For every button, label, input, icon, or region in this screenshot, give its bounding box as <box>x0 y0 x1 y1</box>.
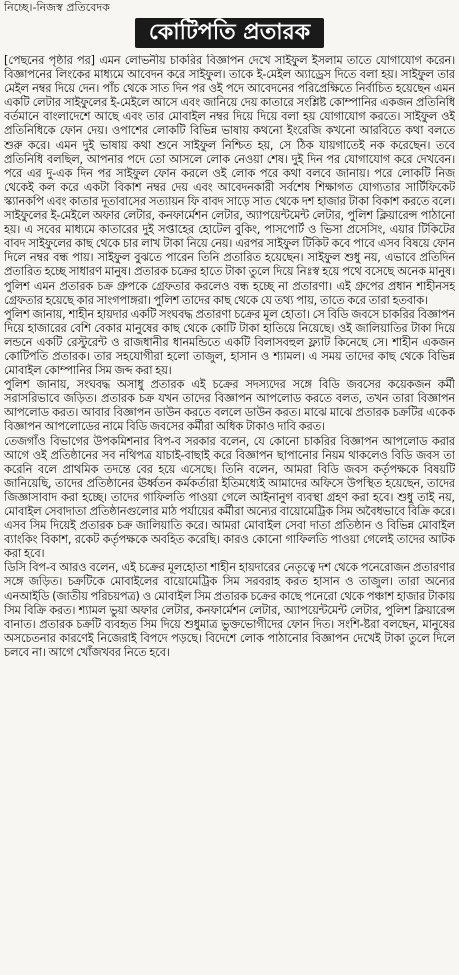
article-headline: কোটিপতি প্রতারক <box>135 18 324 48</box>
article-body <box>4 54 455 972</box>
headline-banner <box>4 18 455 50</box>
article-paragraph <box>4 54 455 308</box>
article-paragraph: তেজগাঁও বিভাগের উপকমিশনার বিপ-ব সরকার বলেন, যে কোনো চাকরির বিজ্ঞাপন আপলোড করার আগে ওই প্রতিষ্ঠানের সব নথিপত্র যাচাই-বাছাই করে বিজ্ঞাপন ছাপানোর নিয়ম থাকলেও বিডি জবস তা করেনি বলে প্রাথমিক তদন্তে বের হয়ে এসেছে। তিনি বলেন, আমরা বিডি জবস কর্তৃপক্ষকে বিষয়টি জানিয়েছি, তাদের প্রতিষ্ঠানের ঊর্ধ্বতন কর্মকর্তারা ইতিমধ্যেই আমাদের অফিসে উপস্থিত হয়েছেন, তাদের জিজ্ঞাসাবাদ করা হচ্ছে। তাদের গাফিলতি পাওয়া গেলে আইনানুগ ব্যবস্থা গ্রহণ করা হবে। শুধু তাই নয়, মোবাইল সেবাদাতা প্রতিষ্ঠানগুলোর মাঠ পর্যায়ের কর্মীরা অন্যের বায়োমেট্রিক সিম অবৈধভাবে বিক্রি করে। এসব সিম দিয়েই প্রতারক চক্র জালিয়াতি করে। আমরা মোবাইল সেবা দাতা প্রতিষ্ঠান ও বিভিন্ন মোবাইল ব্যাংকিং বিকাশ, রকেট কর্তৃপক্ষকে অবহিত করেছি। কারও কোনো গাফিলতি পাওয়া গেলেই তাদের আটক করা হবে। <box>4 434 455 561</box>
article-paragraph: ডিসি বিপ-ব আরও বলেন, এই চক্রের মূলহোতা শাহীন হায়দারের নেতৃত্বে দশ থেকে পনেরোজন প্রতারণার সঙ্গে জড়িত। চক্রটিকে মোবাইলের বায়োমেট্রিক সিম সরবরাহ করত হাসান ও তাজুল। তারা অন্যের এনআইডি (জাতীয় পরিচয়পত্র) ও মোবাইল সিম প্রতারক চক্রের কাছে পনেরো থেকে পঞ্চাশ হাজার টাকায় সিম বিক্রি করত। শ্যামল ভুয়া অফার লেটার, কনফার্মেশন লেটার, অ্যাপয়েন্টমেন্ট লেটার, পুলিশ ক্লিয়ারেন্স বানাত। প্রতারক চক্রটি ব্যবহৃত সিম দিয়ে শুধুমাত্র ভুক্তভোগীদের ফোন দিত। সংশি-ষ্টরা বলছেন, মানুষের অসচেতনার কারণেই নিজেরাই বিপদে পড়ছে। বিদেশে লোক পাঠানোর বিজ্ঞাপন দেখেই টাকা তুলে দিলে চলবে না। আগে খোঁজখবর নিতে হবে। <box>4 561 455 659</box>
continued-tag: [পেছনের পৃষ্ঠার পর] <box>4 54 95 67</box>
article-paragraph: পুলিশ জানায়, শাহীন হায়দার একটি সংঘবদ্ধ প্রতারণা চক্রের মূল হোতা। সে বিডি জবসে চাকরির বিজ্ঞাপন দিয়ে হাজারের বেশি বেকার মানুষের কাছ থেকে কোটি টাকা হাতিয়ে নিয়েছে। ওই জালিয়াতির টাকা দিয়ে লন্ডনে একটি রেস্টুরেন্ট ও রাজধানীর ধানমন্ডিতে একটি বিলাসবহুল ফ্ল্যাট কিনেছে সে। শাহীন একজন কোটিপতি প্রতারক। তার সহযোগীরা হলো তাজুল, হাসান ও শ্যামল। এ সময় তাদের কাছ থেকে বিভিন্ন মোবাইল কোম্পানির সিম জব্দ করা হয়। <box>4 307 455 378</box>
article-paragraph: পুলিশ জানায়, সংঘবদ্ধ অসাধু প্রতারক এই চক্রের সদস্যদের সঙ্গে বিডি জবসের কয়েকজন কর্মী সরাসরিভাবে জড়িত। প্রতারক চক্র যখন তাদের বিজ্ঞাপন আপলোড করতে বলত, তখন তারা বিজ্ঞাপন আপলোড করত। আবার বিজ্ঞাপন ডাউন করতে বললে ডাউন করত। মাঝে মাঝে প্রতারক চক্রটির একেক বিজ্ঞাপন আপলোডের নামে বিডি জবসের কর্মীরা অধিক টাকাও দাবি করত। <box>4 378 455 434</box>
previous-article-tail: নিচ্ছে।-নিজস্ব প্রতিবেদক <box>4 1 110 14</box>
paragraph-text: এমন লোভনীয় চাকরির বিজ্ঞাপন দেখে সাইফুল ইসলাম তাতে যোগাযোগ করেন। বিজ্ঞাপনের লিংকের মাধ্যমে আবেদন করে সাইফুল। তাকে ই-মেইল অ্যাড্রেস দিতে বলা হয়। সাইফুল তার মেইল নম্বর দিয়ে দেন। পাঁচ থেকে সাত দিন পর ওই পদে আবেদনের পরিপ্রেক্ষিতে নির্বাচিত হয়েছেন এমন একটি লেটার সাইফুলের ই-মেইলে আসে এবং জানিয়ে দেয় কাতারে সংশ্লিষ্ট কোম্পানির একজন প্রতিনিধি বর্তমানে বাংলাদেশে আছে এবং তার মোবাইল নম্বর দিয়ে দিয়ে বলা হয় যোগাযোগ করতে। সাইফুল ওই প্রতিনিধিকে ফোন দেয়। ওপাশের লোকটি বিভিন্ন ভাষায় কথনো ইংরেজি কখনো আরবিতে কথা বলতে শুরু করে। এমন দুই ভাষায় কথা শুনে সাইফুল নিশ্চিত হয়, সে ঠিক যায়গাতেই নক করেছেন। তবে প্রতিনিধি বলছিল, আপনার পদে তো আসলে লোক নেওয়া শেষ। দুই দিন পর যোগাযোগ করে দেখবেন। পরে এর দু-এক দিন পর সাইফুল ফোন করলে ওই লোক পরে কথা বলবে জানায়। পরে লোকটি নিজ থেকেই কল করে একটা বিকাশ নম্বর দেয় এবং আবেদনকারী সর্বশেষ শিক্ষাগত যোগ্যতার সার্টিফিকেট স্ক্যানকপি এবং কাতার দূতাবাসের সত্যায়ন ফি বাবদ সাড়ে সাত থেকে দশ হাজার টাকা বিকাশ করতে বলে। সাইফুলের ই-মেইলে অফার লেটার, কনফার্মেশন লেটার, অ্যাপয়েন্টমেন্ট লেটার, পুলিশ ক্লিয়ারেন্স পাঠানো হয়। এ সবের মাধ্যমে কাতারের দুই সপ্তাহের হোটেল বুকিং, পাসপোর্ট ও ভিসা প্রসেসিং, এয়ার টিকিটের বাবদ সাইফুলের কাছ থেকে চার লাখ টাকা নিয়ে নেয়। এরপর সাইফুল টিকিট কবে পাবে এসব বিষয়ে ফোন দিলে নম্বর বন্ধ পায়। সাইফুল বুঝতে পারেন তিনি প্রতারিত হয়েছেন। সাইফুল শুধু নয়, এভাবে প্রতিদিন প্রতারিত হচ্ছে সাধারণ মানুষ। প্রতারক চক্রের হাতে টাকা তুলে দিয়ে নিঃস্ব হয়ে পথে বসেছে অনেক মানুষ। পুলিশ এমন প্রতারক চক্র গ্রুপকে গ্রেফতার করলেও বন্ধ হচ্ছে না প্রতারণা। এই গ্রুপের প্রধান শাহীনসহ গ্রেফতার হয়েছে কার সাংগপাঙ্গরা। পুলিশ তাদের কাছ থেকে যে তথ্য পায়, তাতে করে তারা হতবাক। <box>4 54 455 307</box>
